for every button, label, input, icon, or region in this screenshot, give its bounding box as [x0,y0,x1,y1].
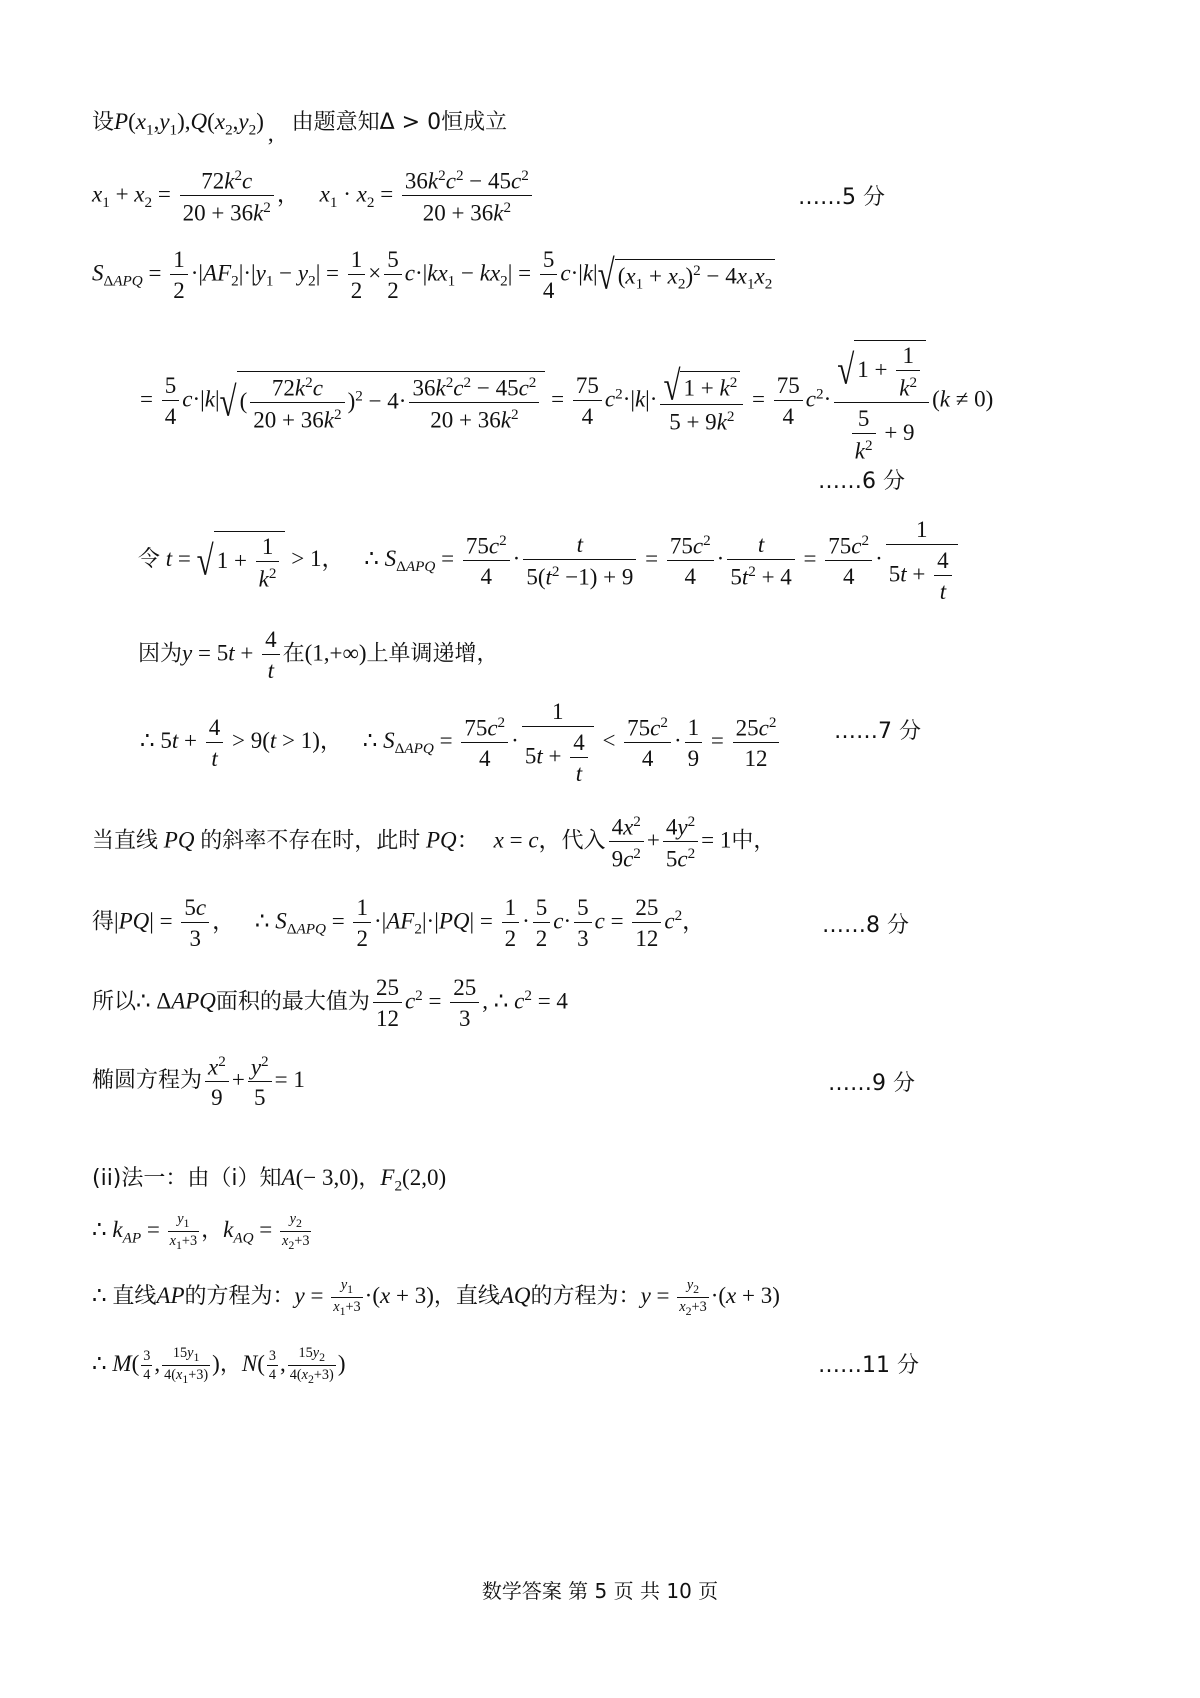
line-1: 设$P(x_1,y_1),Q(x_2,y_2)$ , 由题意知Δ > 0恒成立 [92,109,508,146]
score-11: ……11 分 [818,1353,919,1378]
score-6: ……6 分 [818,469,905,494]
page-footer: 数学答案 第 5 页 共 10 页 [481,1579,719,1603]
line-11: 所以∴ ΔAPQ面积的最大值为 $\frac{25}{12}$ $c^2$ = $\frac{25}{3}$ , ∴ $c^2 = 4$ [92,975,568,1031]
line-3: $S_{\Delta APQ}$ = $\frac{1}{2}$ $\cdot|AF_2|\cdot|y_1 - y_2|$ = $\frac{1}{2}$ × $\frac{5}{2}$ $c\cdot|kx_1 - kx_2|$ = $\frac{5}{4}$ c·|k|√ $(x_1 + x_2)^2 - 4x_1x_2$ [92,248,775,302]
score-8: ……8 分 [822,913,909,938]
line-8: ∴ 5t + $\frac{4}{t}$ > 9(t > 1)， ∴ $S_{\Delta APQ}$ = $\frac{75c^2}{4}$ · 1 5t + $\frac{4}{t}$ < $\frac{75c^2}{4}$ · $\frac{1}{9}$ = $\frac{25c^2}{12}$ [140,700,782,785]
frac-sum: $\frac{72k^2c}{20 + 36k^2}$ [180,168,274,225]
line-9: 当直线 PQ 的斜率不存在时，此时 PQ： x = c，代入 $\frac{4x^2}{9c^2}$ + $\frac{4y^2}{5c^2}$ = 1中， [92,813,776,872]
comma: , [267,120,274,146]
score-5: ……5 分 [798,185,885,210]
text-she: 设 [92,110,115,135]
frac-prod: $\frac{36k^2c^2 - 45c^2}{20 + 36k^2}$ [402,168,532,225]
line-4: = $\frac{5}{4}$ c·|k|√ ( $\frac{72k^2c}{20 + 36k^2}$ )$^2$ − 4· $\frac{36k^2c^2 - 45c^2}{20 + 36k^2}$ = $\frac{75}{4}$ $c^2\cdot|k|\cdot$ $\frac{√ 1 + k^2}{5 + 9k^2}$ = $\frac{75}{4}$ $c^2\cdot$ √ 1 + $\frac{1}{k^2}$ $\frac{5}{k^2}$ + 9 (k ≠ 0) [140,340,993,463]
line-13: (ii)法一：由（i）知A(− 3,0)，$F_2(2,0)$ [92,1165,447,1195]
line-2: $x_1 + x_2$ = $\frac{72k^2c}{20 + 36k^2}$ ， $x_1 \cdot x_2$ = $\frac{36k^2c^2 - 45c^2}{20 + 36k^2}$ [92,168,535,225]
text-condition: 由题意知Δ > 0恒成立 [291,110,508,135]
line-12: 椭圆方程为 $\frac{x^2}{9}$ + $\frac{y^2}{5}$ = 1 [92,1053,305,1111]
line-16: ∴ M( $\frac{3}{4}$ , $\frac{15y_1}{4(x_1+3)}$ )，N( $\frac{3}{4}$ , $\frac{15y_2}{4(x_2+3)}$ ) [92,1345,346,1386]
line-10: 得|PQ| = $\frac{5c}{3}$ ， ∴ $S_{\Delta APQ}$ = $\frac{1}{2}$ $\cdot|AF_2|\cdot|PQ|$ = $\frac{1}{2}$ · $\frac{5}{2}$ c· $\frac{5}{3}$ c = $\frac{25}{12}$ $c^2$， [92,895,706,951]
line-15: ∴ 直线AP的方程为：y = $\frac{y_1}{x_1+3}$ ·(x + 3)，直线AQ的方程为：y = $\frac{y_2}{x_2+3}$ ·(x + 3) [92,1277,780,1318]
line-7: 因为y = 5t + $\frac{4}{t}$ 在(1,+∞)上单调递增， [138,627,499,683]
score-7: ……7 分 [834,719,921,744]
score-9: ……9 分 [828,1071,915,1096]
line-5: 令 t = √ 1 + $\frac{1}{k^2}$ > 1， ∴ $S_{\Delta APQ}$ = $\frac{75c^2}{4}$ · $\frac{t}{5(t^2 -1) + 9}$ = $\frac{75c^2}{4}$ · $\frac{t}{5t^2 + 4}$ = $\frac{75c^2}{4}$ · 1 5t + $\frac{4}{t}$ [138,518,961,603]
line-14: ∴ $k_{AP}$ = $\frac{y_1}{x_1+3}$ ，$k_{AQ}$ = $\frac{y_2}{x_2+3}$ [92,1211,310,1252]
